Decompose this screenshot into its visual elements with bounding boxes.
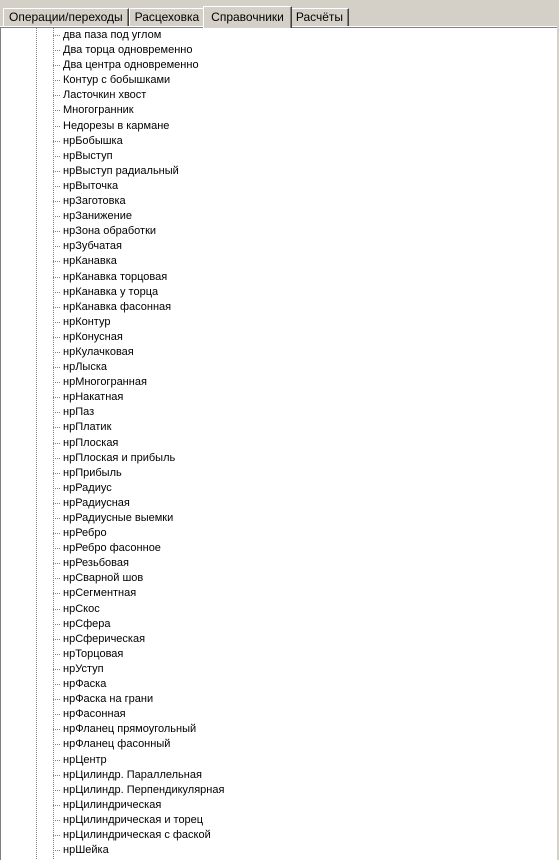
tree-item-label: нрЦилиндр. Перпендикулярная (63, 783, 225, 796)
tree-item[interactable] (1, 285, 557, 300)
tree-connector (53, 714, 60, 715)
tree-connector (53, 578, 60, 579)
tree-connector (53, 50, 60, 51)
tree-item-label: нрФаска на грани (63, 693, 154, 706)
tree-item-label: нрФланец прямоугольный (63, 723, 197, 736)
tree-item-label: нрЗона обработки (63, 225, 157, 238)
tree-item[interactable] (1, 73, 557, 88)
tree-item-label: нрКонтур (63, 315, 111, 328)
tree-item[interactable] (1, 466, 557, 481)
tree-item-label: нрВыступ (63, 149, 113, 162)
tree-item[interactable] (1, 209, 557, 224)
tree-connector (53, 729, 60, 730)
tree-item[interactable] (1, 58, 557, 73)
tree-connector (53, 639, 60, 640)
tree-item-label: нрЦилиндр. Параллельная (63, 768, 202, 781)
tree-item[interactable] (1, 420, 557, 435)
tree-item-label: Многогранник (63, 104, 134, 117)
tree-item[interactable] (1, 768, 557, 783)
tree-item[interactable] (1, 239, 557, 254)
tree-item-label: нрФасонная (63, 708, 126, 721)
tree-connector (53, 367, 60, 368)
tree-item[interactable] (1, 647, 557, 662)
tree-item[interactable] (1, 149, 557, 164)
tree-connector (53, 488, 60, 489)
tree-item-label: нрПлоская и прибыль (63, 451, 176, 464)
tree-item[interactable] (1, 451, 557, 466)
tree-item-label: Недорезы в кармане (63, 119, 170, 132)
tree-item-label: нрРезьбовая (63, 557, 129, 570)
tab-operations[interactable]: Операции/переходы (3, 8, 129, 27)
tree-item-label: нрКанавка у торца (63, 285, 159, 298)
tree-item[interactable] (1, 481, 557, 496)
tree-item[interactable] (1, 119, 557, 134)
tree-item[interactable] (1, 677, 557, 692)
tree-item-label: нрСварной шов (63, 572, 144, 585)
tree-item[interactable] (1, 134, 557, 149)
tree-connector (53, 443, 60, 444)
tree-item-label: нрБобышка (63, 134, 123, 147)
tree-item-label: нрПрибыль (63, 466, 122, 479)
tree-item[interactable] (1, 843, 557, 858)
tree-item[interactable] (1, 722, 557, 737)
tree-connector (53, 292, 60, 293)
tree-item[interactable] (1, 556, 557, 571)
tree-item-label: нрКанавка фасонная (63, 300, 172, 313)
tree-connector (53, 110, 60, 111)
tree-item[interactable] (1, 43, 557, 58)
tree-item[interactable] (1, 254, 557, 269)
tree-connector (53, 412, 60, 413)
tree-item-label: нрРадиусные выемки (63, 512, 174, 524)
tree-item[interactable] (1, 571, 557, 586)
tree-item-label: два паза под углом (63, 29, 162, 41)
tree-connector (53, 805, 60, 806)
tree-connector (53, 669, 60, 670)
tree-connector (53, 277, 60, 278)
tree-item[interactable] (1, 390, 557, 405)
tree-connector (53, 850, 60, 851)
tree-item-label: нрВыточка (63, 179, 119, 192)
tab-calculations[interactable]: Расчёты (290, 8, 349, 27)
tree-item-label: нрВыступ радиальный (63, 164, 179, 177)
tree-connector (53, 744, 60, 745)
tabs (3, 6, 349, 27)
tab-routing[interactable]: Расцеховка (129, 8, 206, 27)
tree-item[interactable] (1, 179, 557, 194)
tree-item-label: нрСфера (63, 617, 111, 630)
tree-item[interactable] (1, 164, 557, 179)
tree-connector (53, 473, 60, 474)
tree-item[interactable] (1, 330, 557, 345)
tree-item-label: нрФланец фасонный (63, 738, 171, 751)
tree-item-label: нрЦентр (63, 753, 107, 766)
tree-item-label: нрЛыска (63, 361, 107, 374)
tree-item[interactable] (1, 360, 557, 375)
tree-connector (53, 609, 60, 610)
tree-item-label: нрКанавка (63, 255, 117, 268)
tab-strip (0, 0, 559, 27)
tree-connector (53, 548, 60, 549)
tree-connector (53, 307, 60, 308)
tree-item[interactable] (1, 375, 557, 390)
tree-item-label: нрМногогранная (63, 376, 147, 389)
tree-connector (53, 95, 60, 96)
tree-item[interactable] (1, 194, 557, 209)
tree-item-label: нрПлоская (63, 436, 119, 449)
tree-item[interactable] (1, 662, 557, 677)
tree-list (1, 28, 557, 858)
tree-item[interactable] (1, 798, 557, 813)
tree-item[interactable] (1, 632, 557, 647)
tree-connector (53, 427, 60, 428)
tree-item[interactable] (1, 783, 557, 798)
tree-item[interactable] (1, 617, 557, 632)
tree-item-label: нрЗанижение (63, 210, 132, 223)
tree-connector (53, 835, 60, 836)
tree-item-label: нрРадиус (63, 481, 112, 494)
tree-connector (53, 624, 60, 625)
tree-connector (53, 216, 60, 217)
tree-item-label: нрНакатная (63, 391, 124, 404)
tree-connector (53, 246, 60, 247)
tree-connector (53, 65, 60, 66)
tree-item-label: нрСферическая (63, 632, 146, 645)
tree-connector (53, 563, 60, 564)
tab-references[interactable]: Справочники (203, 6, 292, 28)
tree-connector (53, 141, 60, 142)
tree-item[interactable] (1, 300, 557, 315)
tree-item[interactable] (1, 692, 557, 707)
tree-connector (53, 352, 60, 353)
tree-item-label: нрКонусная (63, 330, 123, 343)
tree-connector (53, 684, 60, 685)
tree-connector (53, 593, 60, 594)
tree-connector (53, 699, 60, 700)
tree-item[interactable] (1, 828, 557, 843)
tree-item-label: нрСегментная (63, 587, 137, 600)
tree-connector (53, 503, 60, 504)
tree-item-label: нрРадиусная (63, 496, 130, 509)
tree-connector (53, 820, 60, 821)
tree-item-label: нрТорцовая (63, 647, 124, 660)
tree-item-label: Контур с бобышками (63, 74, 171, 87)
tree-connector (53, 654, 60, 655)
tree-item-label: Два центра одновременно (63, 59, 199, 72)
tree-item-label: нрФаска (63, 678, 107, 691)
tree-item[interactable] (1, 526, 557, 541)
tree-connector (53, 382, 60, 383)
tree-item-label: нрЦилиндрическая (63, 798, 162, 811)
tree-connector (53, 518, 60, 519)
tree-item[interactable] (1, 586, 557, 601)
tree-item[interactable] (1, 496, 557, 511)
tree-item[interactable] (1, 28, 557, 43)
tree-item-label: Ласточкин хвост (63, 89, 147, 102)
tree-item-label: нрШейка (63, 844, 109, 857)
tree-connector (53, 397, 60, 398)
tree-connector (53, 231, 60, 232)
tree-item[interactable] (1, 405, 557, 420)
tree-item-label: нрУступ (63, 662, 104, 675)
tree-item[interactable] (1, 436, 557, 451)
tree-item-label: нрКанавка торцовая (63, 270, 168, 283)
tree-item-label: нрКулачковая (63, 345, 134, 358)
tree-item-label: нрЦилиндрическая с фаской (63, 828, 211, 841)
tree-item-label: нрРебро (63, 527, 107, 540)
tree-connector (53, 533, 60, 534)
tree-item-label: нрЦилиндрическая и торец (63, 813, 204, 826)
tree-connector (53, 35, 60, 36)
tree-connector (53, 156, 60, 157)
tree-item[interactable] (1, 315, 557, 330)
tree-connector (53, 171, 60, 172)
tree-item-label: нрЗубчатая (63, 240, 122, 253)
tree-connector (53, 201, 60, 202)
tree-item[interactable] (1, 88, 557, 103)
tree-item-label: нрЗаготовка (63, 195, 126, 208)
tree-item[interactable] (1, 224, 557, 239)
tree-item[interactable] (1, 737, 557, 752)
tree-connector (53, 790, 60, 791)
tree-connector (53, 458, 60, 459)
tree-connector (53, 775, 60, 776)
tree-connector (53, 80, 60, 81)
tree-item[interactable] (1, 813, 557, 828)
reference-tree[interactable] (0, 27, 557, 860)
tree-connector (53, 322, 60, 323)
tree-item[interactable] (1, 602, 557, 617)
tree-connector (53, 337, 60, 338)
tree-item[interactable] (1, 707, 557, 722)
tree-connector (53, 126, 60, 127)
tree-item[interactable] (1, 270, 557, 285)
tree-item-label: нрРебро фасонное (63, 542, 161, 555)
tree-connector (53, 261, 60, 262)
tree-item-label: нрСкос (63, 602, 100, 615)
tree-item[interactable] (1, 541, 557, 556)
tree-item[interactable] (1, 345, 557, 360)
tree-connector (53, 186, 60, 187)
tree-connector (53, 760, 60, 761)
tree-item-label: нрПаз (63, 406, 95, 419)
tree-item-label: Два торца одновременно (63, 44, 193, 57)
tree-item-label: нрПлатик (63, 421, 112, 434)
tree-item[interactable] (1, 103, 557, 118)
tree-item[interactable] (1, 511, 557, 526)
tree-item[interactable] (1, 753, 557, 768)
